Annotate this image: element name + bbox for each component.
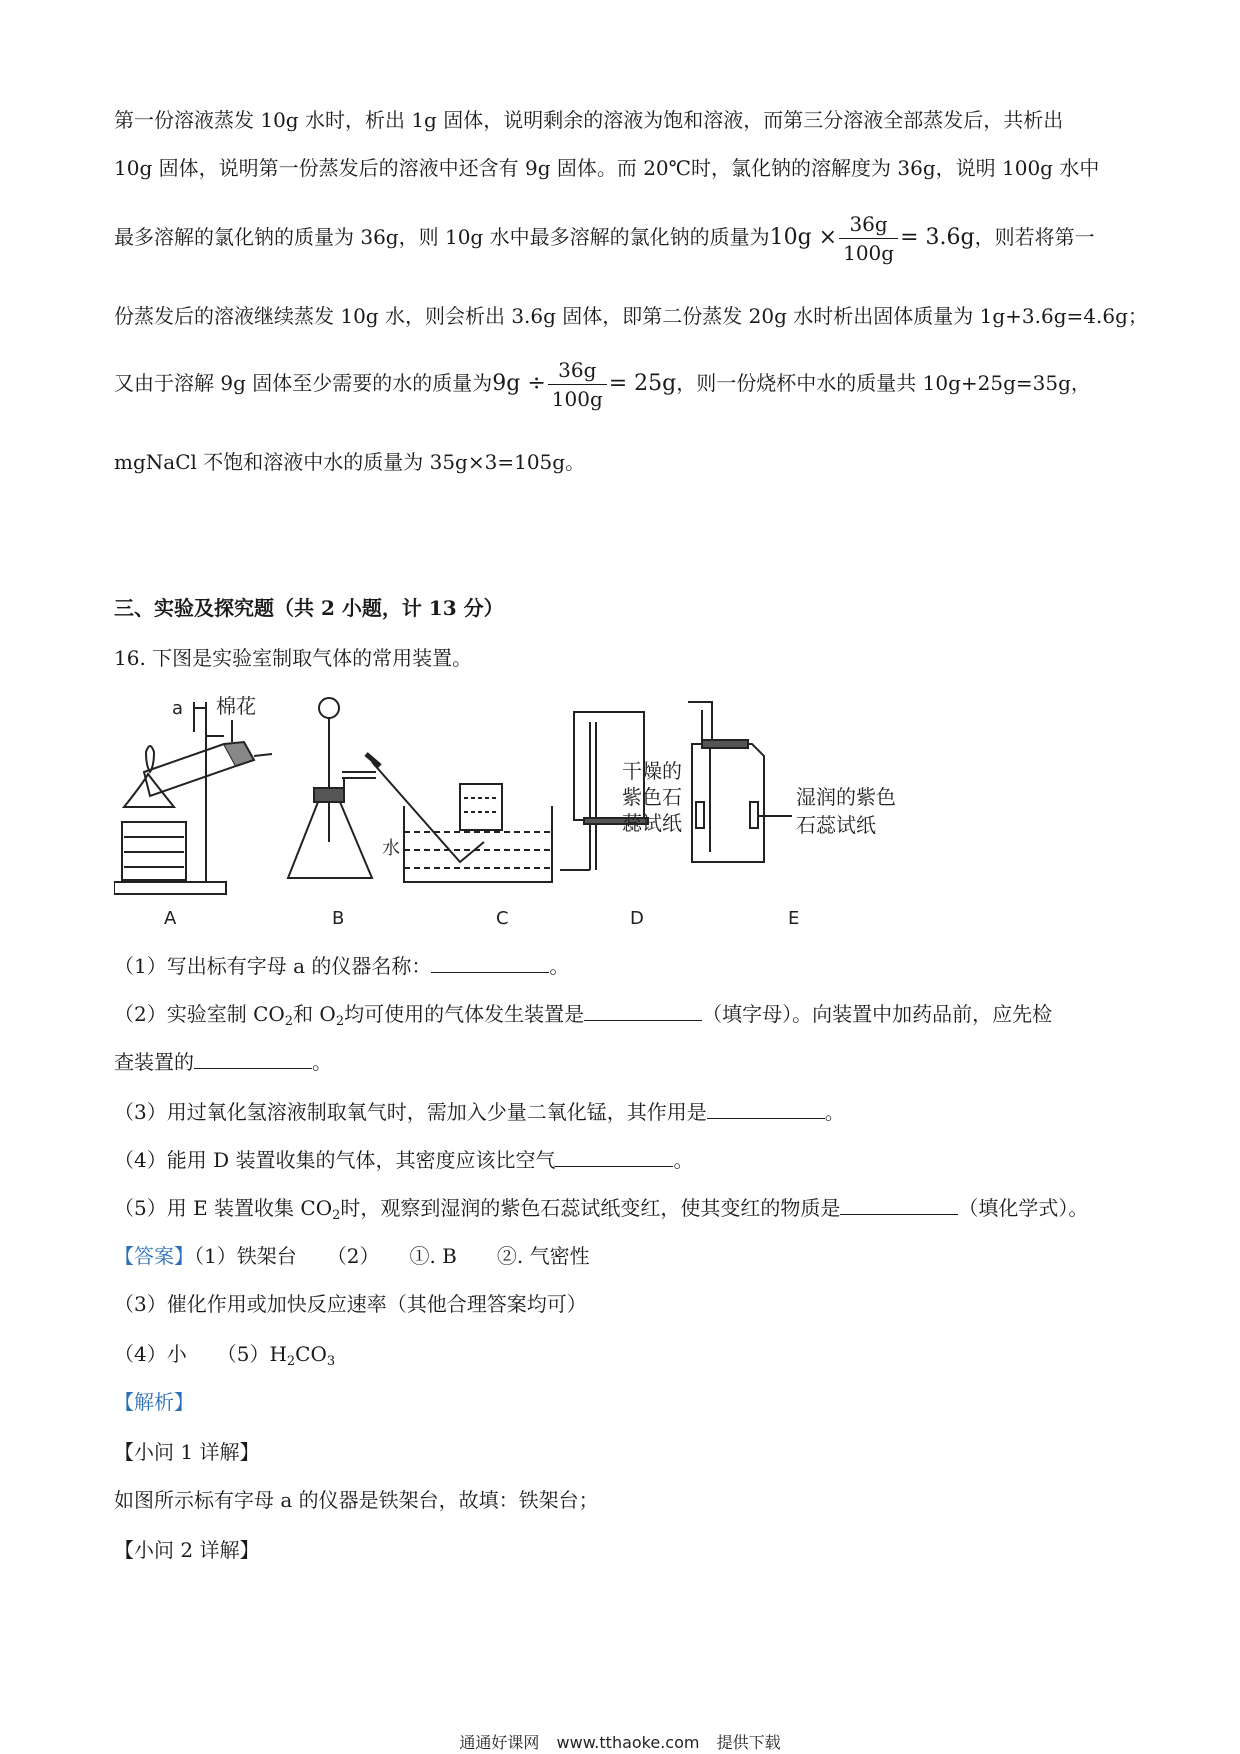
apparatus-figure (114, 692, 994, 932)
footer-note: 提供下载 (716, 1733, 781, 1752)
q16-part-2-mid2: 均可使用的气体发生装置是 (344, 1002, 585, 1026)
answer-blank[interactable] (431, 952, 549, 973)
q16-part-4 (114, 1146, 693, 1174)
subscript-2: 2 (284, 1014, 294, 1029)
q16-part-2 (114, 1000, 1052, 1036)
q16-part-1-text: （1）写出标有字母 a 的仪器名称： (114, 954, 432, 978)
formula-lhs: 10g × (769, 225, 838, 250)
subscript-2b: 2 (335, 1014, 345, 1029)
letter-b: B (332, 908, 345, 929)
q16-part-4-text: （4）能用 D 装置收集的气体，其密度应该比空气 (114, 1148, 556, 1172)
answer-tag: 【答案】 (114, 1244, 194, 1268)
formula-lhs-2: 9g ÷ (492, 371, 546, 396)
answer-blank[interactable] (194, 1048, 312, 1069)
solution-line-5-tail: ，则一份烧杯中水的质量共 10g+25g=35g， (676, 371, 1091, 395)
label-wet-1: 湿润的紫色 (796, 785, 896, 809)
fraction-numerator: 36g (839, 210, 898, 239)
q16-part-3 (114, 1098, 845, 1126)
analysis-q1-body: 如图所示标有字母 a 的仪器是铁架台，故填：铁架台； (114, 1488, 599, 1512)
q16-stem: 16. 下图是实验室制取气体的常用装置。 (114, 646, 473, 670)
solution-line-4: 份蒸发后的溶液继续蒸发 10g 水，则会析出 3.6g 固体，即第二份蒸发 20g 水时析出固体质量为 1g+3.6g=4.6g； (114, 304, 1148, 328)
subscript-2c: 2 (332, 1208, 341, 1223)
q16-part-5-mid: 时，观察到湿润的紫色石蕊试纸变红，使其变红的物质是 (340, 1196, 841, 1220)
label-a: a (172, 698, 184, 719)
q16-part-4-end: 。 (673, 1148, 694, 1172)
apparatus-b (288, 698, 376, 878)
label-dry-3: 蕊试纸 (622, 811, 682, 835)
q16-part-2b-end: 。 (312, 1050, 332, 1074)
subscript-o3: 3 (326, 1354, 336, 1369)
fraction-36g-100g (839, 210, 898, 267)
analysis-q1-heading: 【小问 1 详解】 (114, 1440, 260, 1464)
q16-part-3-text: （3）用过氧化氢溶液制取氧气时，需加入少量二氧化锰，其作用是 (114, 1100, 707, 1124)
letter-c: C (496, 908, 509, 929)
fraction-denominator-2: 100g (551, 387, 603, 411)
q16-part-2-text: （2）实验室制 CO (114, 1002, 285, 1026)
q16-part-5-end: （填化学式）。 (958, 1196, 1089, 1220)
answer-1-2: （1）铁架台 （2） ①. B ②. 气密性 (194, 1244, 590, 1268)
solution-line-1: 第一份溶液蒸发 10g 水时，析出 1g 固体，说明剩余的溶液为饱和溶液，而第三分溶液全部蒸发后，共析出 (114, 108, 1064, 132)
answer-blank[interactable] (840, 1194, 958, 1215)
solution-line-5 (114, 356, 1091, 413)
label-cotton: 棉花 (216, 694, 256, 718)
answer-blank[interactable] (707, 1098, 825, 1119)
section-3-heading: 三、实验及探究题（共 2 小题，计 13 分） (114, 596, 504, 620)
answer-line-4-5 (114, 1340, 335, 1376)
label-dry-1: 干燥的 (622, 759, 682, 783)
formula-rhs-2: = 25g (608, 371, 677, 396)
solution-line-3-tail: ，则若将第一 (974, 225, 1095, 249)
label-water: 水 (382, 838, 400, 859)
q16-part-1-end: 。 (549, 954, 570, 978)
apparatus-c (366, 754, 552, 882)
letter-e: E (788, 908, 800, 929)
apparatus-a (114, 694, 272, 894)
label-wet-2: 石蕊试纸 (796, 813, 876, 837)
q16-part-2-end: （填字母）。向装置中加药品前，应先检 (702, 1002, 1053, 1026)
solution-line-3-text: 最多溶解的氯化钠的质量为 36g，则 10g 水中最多溶解的氯化钠的质量为 (114, 225, 770, 249)
solution-line-2: 10g 固体，说明第一份蒸发后的溶液中还含有 9g 固体。而 20℃时，氯化钠的溶解度为 36g，说明 100g 水中 (114, 156, 1100, 180)
q16-part-3-end: 。 (824, 1100, 845, 1124)
letter-d: D (630, 908, 644, 929)
analysis-tag: 【解析】 (114, 1390, 194, 1414)
formula-rhs: = 3.6g (900, 225, 975, 250)
answer-blank[interactable] (555, 1146, 673, 1167)
answer-line-3: （3）催化作用或加快反应速率（其他合理答案均可） (114, 1292, 587, 1316)
answer-blank[interactable] (584, 1000, 702, 1021)
footer-site: 通通好课网 (459, 1733, 540, 1752)
letter-a: A (164, 908, 177, 929)
answer-4-5-text: （4）小 （5）H (114, 1342, 287, 1366)
footer-url[interactable]: www.tthaoke.com (556, 1733, 700, 1752)
solution-line-6: mgNaCl 不饱和溶液中水的质量为 35g×3=105g。 (114, 450, 586, 474)
fraction-denominator: 100g (843, 241, 895, 265)
q16-part-5 (114, 1194, 1088, 1230)
answer-co: CO (295, 1342, 327, 1366)
label-dry-2: 紫色石 (622, 785, 682, 809)
q16-part-2-mid1: 和 O (293, 1002, 336, 1026)
fraction-numerator-2: 36g (548, 356, 607, 385)
solution-line-5-text: 又由于溶解 9g 固体至少需要的水的质量为 (114, 371, 493, 395)
fraction-36g-100g-2 (548, 356, 607, 413)
solution-line-3 (114, 210, 1095, 267)
q16-part-2b-text: 查装置的 (114, 1050, 194, 1074)
page-footer (0, 1730, 1240, 1753)
q16-part-1 (114, 952, 569, 980)
analysis-q2-heading: 【小问 2 详解】 (114, 1538, 260, 1562)
answer-line-1 (114, 1242, 590, 1270)
subscript-h2: 2 (286, 1354, 296, 1369)
q16-part-5-text: （5）用 E 装置收集 CO (114, 1196, 333, 1220)
q16-part-2-cont (114, 1048, 332, 1076)
apparatus-e (622, 702, 896, 862)
